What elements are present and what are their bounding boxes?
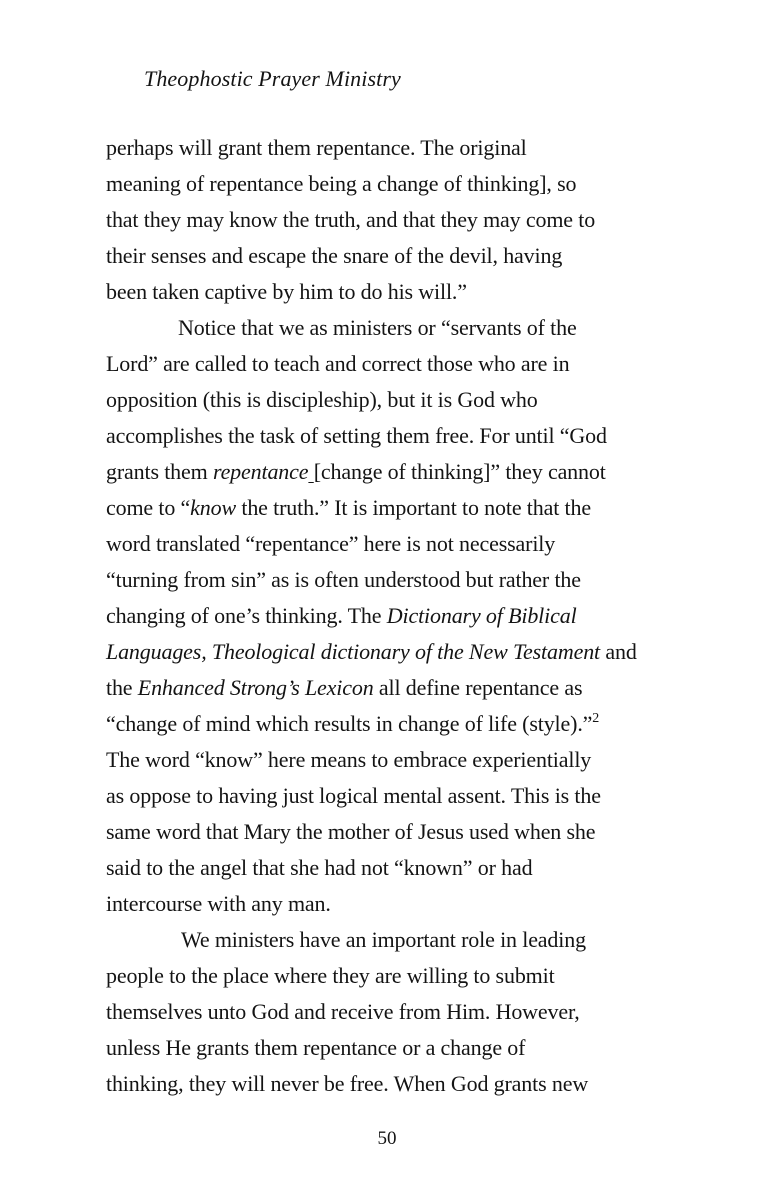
text-line <box>106 706 706 742</box>
text-segment: Lord” are called to teach and correct those who are in <box>106 351 570 376</box>
text-segment: their senses and escape the snare of the devil, having <box>106 243 563 268</box>
italic-text: Dictionary of Biblical <box>386 603 577 628</box>
text-segment: as oppose to having just logical mental assent. This is the <box>106 783 601 808</box>
text-line <box>106 1066 706 1102</box>
text-line <box>106 598 706 634</box>
text-segment: “turning from sin” as is often understood but rather the <box>106 567 581 592</box>
text-segment: perhaps will grant them repentance. The original <box>106 135 527 160</box>
text-segment: all define repentance as <box>373 675 583 700</box>
italic-text: Languages, Theological dictionary of the New Testament <box>106 639 601 664</box>
text-line <box>106 274 706 310</box>
text-segment: themselves unto God and receive from Him. However, <box>106 999 580 1024</box>
text-segment: people to the place where they are willing to submit <box>106 963 555 988</box>
text-line <box>106 922 706 958</box>
text-line <box>106 958 706 994</box>
text-line <box>106 346 706 382</box>
text-line <box>106 382 706 418</box>
footnote-reference: 2 <box>592 711 600 726</box>
text-line <box>106 778 706 814</box>
text-line <box>106 742 706 778</box>
body-text <box>106 130 706 1102</box>
text-segment: accomplishes the task of setting them free. For until “God <box>106 423 607 448</box>
text-line <box>106 526 706 562</box>
text-segment: meaning of repentance being a change of thinking], so <box>106 171 577 196</box>
italic-text: repentance <box>212 459 309 484</box>
text-line <box>106 634 706 670</box>
text-segment: the <box>106 675 138 700</box>
text-line <box>106 886 706 922</box>
text-line <box>106 166 706 202</box>
text-segment: grants them <box>106 459 213 484</box>
text-segment: changing of one’s thinking. The <box>106 603 387 628</box>
text-line <box>106 238 706 274</box>
text-line <box>106 130 706 166</box>
text-segment: that they may know the truth, and that they may come to <box>106 207 596 232</box>
text-line <box>106 1030 706 1066</box>
text-segment: We ministers have an important role in leading <box>181 927 586 952</box>
text-line <box>106 454 706 490</box>
text-segment: Notice that we as ministers or “servants of the <box>178 315 577 340</box>
text-line <box>106 814 706 850</box>
text-segment: the truth.” It is important to note that the <box>236 495 591 520</box>
text-line <box>106 994 706 1030</box>
text-segment: and <box>600 639 637 664</box>
text-line <box>106 202 706 238</box>
text-segment: [change of thinking]” they cannot <box>313 459 606 484</box>
text-line <box>106 310 706 346</box>
page-number: 50 <box>377 1128 397 1149</box>
italic-text: Enhanced Strong’s Lexicon <box>137 675 374 700</box>
text-segment: “change of mind which results in change of life (style).” <box>106 711 593 736</box>
running-header-title: Theophostic Prayer Ministry <box>144 66 401 91</box>
text-segment: same word that Mary the mother of Jesus used when she <box>106 819 596 844</box>
text-segment: The word “know” here means to embrace experientially <box>106 747 592 772</box>
text-segment: unless He grants them repentance or a change of <box>106 1035 526 1060</box>
text-segment: come to “ <box>106 495 191 520</box>
italic-text: know <box>190 495 237 520</box>
text-line <box>106 490 706 526</box>
text-line <box>106 562 706 598</box>
text-line <box>106 850 706 886</box>
text-line <box>106 418 706 454</box>
text-segment: thinking, they will never be free. When God grants new <box>106 1071 589 1096</box>
text-segment: said to the angel that she had not “known” or had <box>106 855 533 880</box>
text-line <box>106 670 706 706</box>
text-segment: been taken captive by him to do his will.” <box>106 279 467 304</box>
text-segment: intercourse with any man. <box>106 891 331 916</box>
text-segment: opposition (this is discipleship), but it is God who <box>106 387 538 412</box>
text-segment: word translated “repentance” here is not necessarily <box>106 531 556 556</box>
